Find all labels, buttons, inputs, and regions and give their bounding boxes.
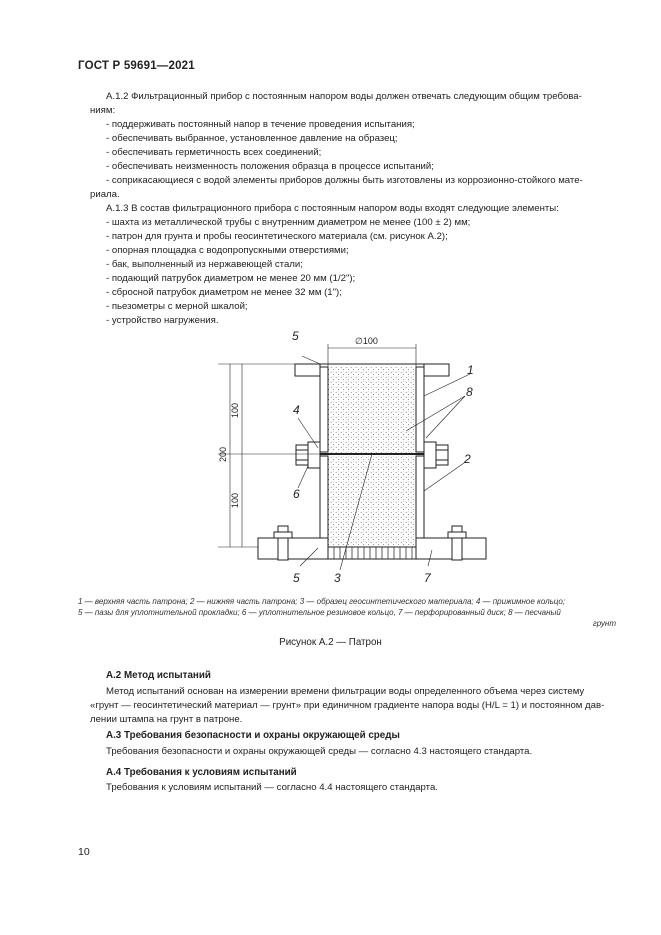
- section-a3-title: А.3 Требования безопасности и охраны окружающей среды: [106, 730, 400, 741]
- sand-soil: [328, 367, 416, 547]
- callout-5-top: 5: [292, 329, 299, 343]
- callout-4: 4: [293, 403, 300, 417]
- bolt-left: [296, 445, 308, 465]
- paragraph-line: Метод испытаний основан на измерении времени фильтрации воды определенного объема через систему: [106, 686, 585, 697]
- mid-flange-left: [308, 442, 320, 468]
- upper-wall-left: [320, 367, 328, 452]
- legend-line: грунт: [592, 619, 616, 628]
- dim-total: 200: [218, 446, 228, 462]
- list-item: - подающий патрубок диаметром не менее 20 мм (1/2");: [106, 273, 356, 284]
- top-flange-left: [295, 364, 320, 376]
- section-a4-title: А.4 Требования к условиям испытаний: [106, 767, 297, 778]
- list-item: - пьезометры с мерной шкалой;: [106, 301, 248, 312]
- paragraph-line: Требования безопасности и охраны окружающей среды — согласно 4.3 настоящего стандарта.: [106, 746, 533, 757]
- callout-6: 6: [293, 487, 300, 501]
- list-item: - устройство нагружения.: [106, 315, 219, 326]
- top-flange-right: [424, 364, 449, 376]
- dim-diameter: ∅100: [355, 336, 378, 346]
- a12-intro-end: ниям:: [90, 105, 116, 116]
- a12-intro: А.1.2 Фильтрационный прибор с постоянным напором воды должен отвечать следующим общим требова-: [106, 91, 582, 102]
- list-item: - обеспечивать неизменность положения образца в процессе испытаний;: [106, 161, 434, 172]
- bolt-right: [436, 445, 448, 465]
- paragraph-line: «грунт — геосинтетический материал — грунт» при единичном градиенте напора воды (H/L = 1) и постоянном дав-: [90, 700, 605, 711]
- base-plate-right: [416, 538, 486, 559]
- a13-intro: А.1.3 В состав фильтрационного прибора с постоянным напором воды входят следующие элементы:: [106, 203, 559, 214]
- paragraph-line: лении штампа на грунт в патроне.: [90, 714, 243, 725]
- callout-7: 7: [424, 571, 431, 585]
- list-item: - патрон для грунта и пробы геосинтетического материала (см. рисунок А.2);: [106, 231, 448, 242]
- list-item-end: риала.: [90, 189, 120, 200]
- mid-flange-right: [424, 442, 436, 468]
- section-a2-title: А.2 Метод испытаний: [106, 670, 211, 681]
- figure-caption: Рисунок А.2 — Патрон: [279, 637, 382, 648]
- perforated-disk: [328, 547, 416, 559]
- callout-1: 1: [467, 363, 474, 377]
- section-a2-body: [90, 685, 616, 727]
- base-bolt-left: [278, 526, 288, 560]
- list-item: - соприкасающиеся с водой элементы приборов должны быть изготовлены из коррозионно-стойкого мате-: [106, 175, 583, 186]
- list-item: - обеспечивать выбранное, установленное давление на образец;: [106, 133, 398, 144]
- section-a4-body: [90, 781, 616, 795]
- list-item: - обеспечивать герметичность всех соединений;: [106, 147, 322, 158]
- upper-wall-right: [416, 367, 424, 452]
- page-number: 10: [78, 846, 90, 858]
- callout-8: 8: [466, 385, 473, 399]
- lower-wall-left: [320, 456, 328, 547]
- figure-legend: [78, 596, 616, 629]
- legend-line: 5 — пазы для уплотнительной прокладки; 6 — уплотнительное резиновое кольцо, 7 — перфорированный диск; 8 — песчаный: [78, 608, 561, 617]
- list-item: - бак, выполненный из нержавеющей стали;: [106, 259, 303, 270]
- paragraph-line: Требования к условиям испытаний — согласно 4.4 настоящего стандарта.: [106, 782, 438, 793]
- callout-3: 3: [334, 571, 341, 585]
- section-a12: [90, 90, 616, 328]
- list-item: - опорная площадка с водопропускными отверстиями;: [106, 245, 349, 256]
- list-item: - сбросной патрубок диаметром не менее 32 мм (1");: [106, 287, 342, 298]
- base-bolt-right: [452, 526, 462, 560]
- lower-wall-right: [416, 456, 424, 547]
- document-header: ГОСТ Р 59691—2021: [78, 60, 195, 72]
- list-item: - шахта из металлической трубы с внутренним диаметром не менее (100 ± 2) мм;: [106, 217, 471, 228]
- callout-5-bottom: 5: [293, 571, 300, 585]
- cartridge-drawing: [200, 326, 500, 588]
- list-item: - поддерживать постоянный напор в течение проведения испытания;: [106, 119, 415, 130]
- dim-lower: 100: [230, 492, 240, 508]
- dim-upper: 100: [230, 402, 240, 418]
- callout-2: 2: [464, 452, 471, 466]
- legend-line: 1 — верхняя часть патрона; 2 — нижняя часть патрона; 3 — образец геосинтетического материала; 4 — прижимное кольцо;: [78, 597, 566, 606]
- section-a3-body: [90, 745, 616, 759]
